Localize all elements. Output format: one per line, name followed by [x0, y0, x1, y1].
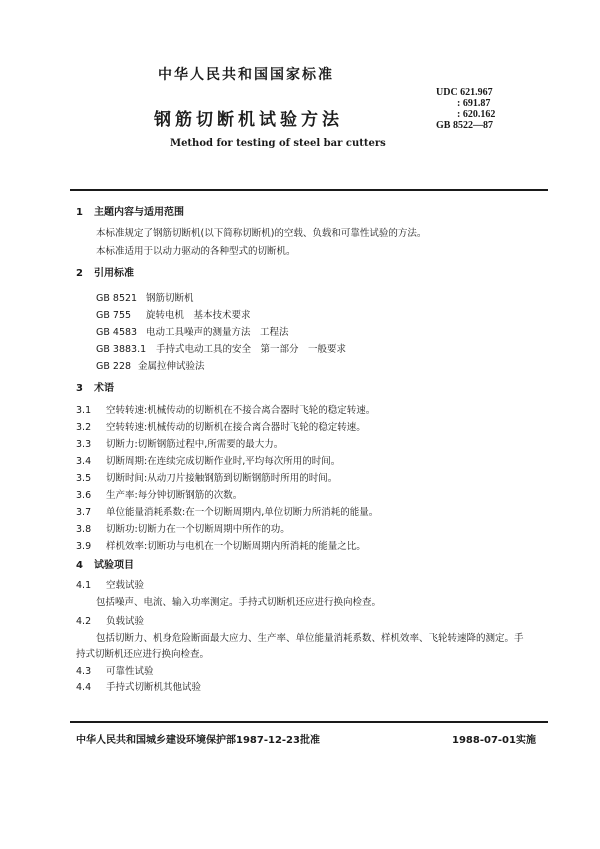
- term-item: [76, 487, 242, 501]
- section-title: 主题内容与适用范围: [94, 207, 184, 218]
- subsection-title: 空载试验: [106, 580, 145, 591]
- term-number: 3.8: [76, 524, 92, 535]
- term-number: 3.6: [76, 490, 92, 501]
- term-text: 空转转速:机械传动的切断机在不接合离合器时飞轮的稳定转速。: [106, 405, 376, 416]
- subsection-title: 可靠性试验: [106, 666, 154, 677]
- udc-line: UDC 621.967: [436, 87, 493, 98]
- header-divider: [70, 189, 548, 191]
- paragraph: 包括切断力、机身危险断面最大应力、生产率、单位能量消耗系数、样机效率、飞轮转速降的测定。手: [96, 633, 524, 644]
- document-subtitle-english: Method for testing of steel bar cutters: [170, 138, 386, 149]
- paragraph: 包括噪声、电流、输入功率测定。手持式切断机还应进行换向检查。: [96, 597, 382, 608]
- udc-line: : 691.87: [457, 98, 491, 109]
- section-number: 1: [76, 207, 83, 218]
- term-number: 3.3: [76, 439, 92, 450]
- reference-name: 钢筋切断机: [146, 293, 194, 304]
- term-text: 空转转速:机械传动的切断机在接合离合器时飞轮的稳定转速。: [106, 422, 366, 433]
- subsection-number: 4.2: [76, 616, 92, 627]
- reference-item: [96, 290, 194, 304]
- reference-item: [96, 307, 251, 321]
- term-item: [76, 538, 366, 552]
- subsection-heading: [76, 679, 201, 693]
- term-number: 3.4: [76, 456, 92, 467]
- reference-name: 旋转电机 基本技术要求: [146, 310, 251, 321]
- reference-name: 电动工具噪声的测量方法 工程法: [146, 327, 289, 338]
- section-number: 3: [76, 383, 83, 394]
- term-item: [76, 504, 378, 518]
- section-title: 试验项目: [94, 560, 134, 571]
- term-item: [76, 419, 366, 433]
- term-item: [76, 470, 337, 484]
- gb-code: GB 8522—87: [436, 120, 493, 131]
- term-text: 切断时间:从动刀片接触钢筋到切断钢筋时所用的时间。: [106, 473, 338, 484]
- reference-item: [96, 341, 346, 355]
- reference-code: GB 755: [96, 310, 132, 321]
- reference-code: GB 3883.1: [96, 344, 147, 355]
- subsection-title: 手持式切断机其他试验: [106, 682, 202, 693]
- term-number: 3.5: [76, 473, 92, 484]
- reference-code: GB 8521: [96, 293, 138, 304]
- subsection-heading: [76, 577, 144, 591]
- udc-line: : 620.162: [457, 109, 496, 120]
- term-item: [76, 521, 290, 535]
- term-text: 切断周期:在连续完成切断作业时,平均每次所用的时间。: [106, 456, 341, 467]
- reference-name: 手持式电动工具的安全 第一部分 一般要求: [156, 344, 347, 355]
- subsection-title: 负载试验: [106, 616, 145, 627]
- effective-date: 1988-07-01实施: [452, 735, 536, 746]
- reference-item: [96, 324, 289, 338]
- subsection-number: 4.1: [76, 580, 92, 591]
- document-title: 钢筋切断机试验方法: [154, 110, 343, 130]
- term-number: 3.7: [76, 507, 92, 518]
- section-number: 4: [76, 560, 83, 571]
- term-text: 样机效率:切断功与电机在一个切断周期内所消耗的能量之比。: [106, 541, 366, 552]
- subsection-heading: [76, 663, 154, 677]
- section-1-heading: [76, 203, 184, 218]
- subsection-number: 4.3: [76, 666, 92, 677]
- term-number: 3.1: [76, 405, 92, 416]
- term-item: [76, 453, 340, 467]
- section-4-heading: [76, 556, 134, 571]
- term-item: [76, 436, 283, 450]
- paragraph: 本标准适用于以动力驱动的各种型式的切断机。: [96, 246, 296, 257]
- paragraph-continuation: 持式切断机还应进行换向检查。: [76, 649, 210, 660]
- national-standard-heading: 中华人民共和国国家标准: [158, 67, 334, 83]
- subsection-heading: [76, 613, 144, 627]
- section-3-heading: [76, 379, 114, 394]
- section-title: 引用标准: [94, 268, 134, 279]
- reference-name: 金属拉伸试验法: [138, 361, 205, 372]
- paragraph: 本标准规定了钢筋切断机(以下简称切断机)的空载、负载和可靠性试验的方法。: [96, 228, 427, 239]
- reference-code: GB 228: [96, 361, 132, 372]
- term-number: 3.9: [76, 541, 92, 552]
- term-text: 生产率:每分钟切断钢筋的次数。: [106, 490, 243, 501]
- term-text: 切断功:切断力在一个切断周期中所作的功。: [106, 524, 290, 535]
- section-number: 2: [76, 268, 83, 279]
- approval-notice: 中华人民共和国城乡建设环境保护部1987-12-23批准: [76, 735, 320, 746]
- term-text: 切断力:切断钢筋过程中,所需要的最大力。: [106, 439, 284, 450]
- term-text: 单位能量消耗系数:在一个切断周期内,单位切断力所消耗的能量。: [106, 507, 379, 518]
- classification-codes: [436, 87, 495, 131]
- footer-divider: [70, 721, 548, 723]
- term-item: [76, 402, 375, 416]
- section-2-heading: [76, 264, 134, 279]
- section-title: 术语: [94, 383, 114, 394]
- subsection-number: 4.4: [76, 682, 92, 693]
- reference-code: GB 4583: [96, 327, 138, 338]
- term-number: 3.2: [76, 422, 92, 433]
- reference-item: [96, 358, 205, 372]
